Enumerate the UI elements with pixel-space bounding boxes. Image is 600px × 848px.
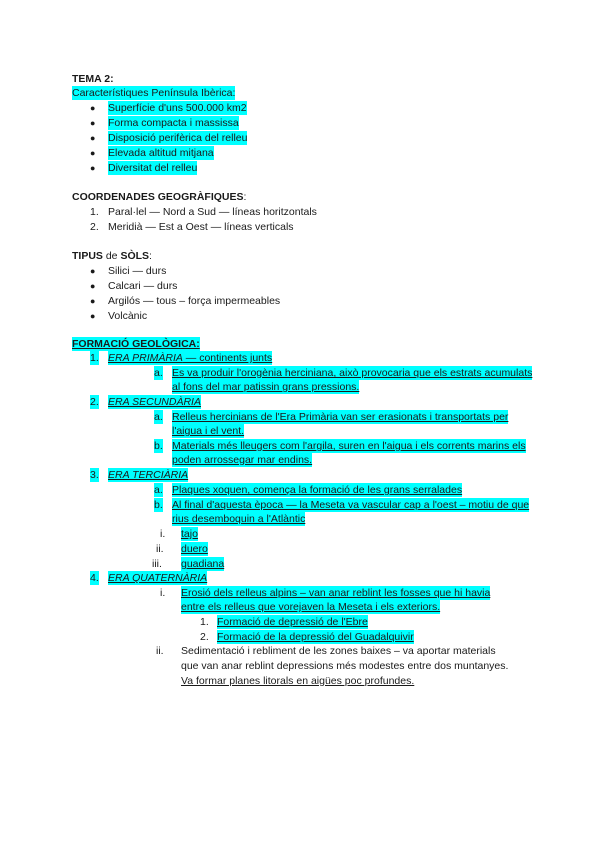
coord-colon: : bbox=[243, 191, 247, 203]
era2-name: ERA SECUNDÀRIA bbox=[108, 396, 201, 408]
era1-a-line2: al fons del mar patissin grans pressions. bbox=[172, 381, 360, 393]
formacio-title: FORMACIÓ GEOLÒGICA: bbox=[72, 338, 200, 350]
era3-a-marker: a. bbox=[154, 484, 163, 496]
depression-2: Formació de la depressió del Guadalquivir bbox=[217, 631, 414, 643]
bullet-icon: ● bbox=[90, 311, 96, 321]
era4-name: ERA QUATERNÀRIA bbox=[108, 572, 208, 584]
tipus-colon: : bbox=[149, 250, 152, 262]
tema-bullet-1: Superfície d'uns 500.000 km2 bbox=[108, 102, 247, 114]
tipus-mid: de bbox=[102, 250, 121, 262]
bullet-icon: ● bbox=[90, 103, 96, 113]
era2-a-line1: Relleus hercinians de l'Era Primària van ser erasionats i transportats per bbox=[172, 411, 509, 423]
tipus-bullet-3: Argilós — tous – força impermeables bbox=[108, 295, 281, 307]
bullet-icon: ● bbox=[90, 281, 96, 291]
bullet-icon: ● bbox=[90, 163, 96, 173]
tema-bullet-4: Elevada altitud mitjana bbox=[108, 147, 214, 159]
bullet-icon: ● bbox=[90, 133, 96, 143]
tipus-bold-1: TIPUS bbox=[72, 250, 103, 262]
tipus-bullet-1: Silici — durs bbox=[108, 265, 167, 277]
coord-item-1: Paral·lel — Nord a Sud — líneas horitzontals bbox=[108, 206, 317, 218]
river-marker-1: i. bbox=[160, 528, 166, 540]
tema-bullet-3: Disposició perifèrica del relleu bbox=[108, 132, 248, 144]
era4-ii-line2: que van anar reblint depressions més modestes entre dos muntanyes. bbox=[181, 660, 509, 672]
era4-ii-line1: Sedimentació i rebliment de les zones baixes – va aportar materials bbox=[181, 645, 496, 657]
era4-marker: 4. bbox=[90, 572, 99, 584]
era2-b-marker: b. bbox=[154, 440, 163, 452]
era4-ii-marker: ii. bbox=[156, 645, 164, 657]
era3-name: ERA TERCIÀRIA bbox=[108, 469, 189, 481]
era1-name: ERA PRIMÀRIA bbox=[108, 352, 183, 364]
era1-a-marker: a. bbox=[154, 367, 163, 379]
era2-a-marker: a. bbox=[154, 411, 163, 423]
tipus-bullet-2: Calcari — durs bbox=[108, 280, 178, 292]
bullet-icon: ● bbox=[90, 118, 96, 128]
tema-bullet-5: Diversitat del relleu bbox=[108, 162, 198, 174]
depression-marker-2: 2. bbox=[200, 631, 209, 643]
tipus-heading bbox=[72, 249, 152, 263]
river-marker-2: ii. bbox=[156, 543, 164, 555]
era3-a-line1: Plaques xoquen, comença la formació de les grans serralades bbox=[172, 484, 463, 496]
bullet-icon: ● bbox=[90, 148, 96, 158]
coord-heading bbox=[72, 190, 246, 204]
era2-b-line1: Materials més lleugers com l'argila, suren en l'aigua i els corrents marins els bbox=[172, 440, 526, 452]
era1-rest: — continents junts bbox=[182, 352, 273, 364]
tema-bullet-2: Forma compacta i massissa bbox=[108, 117, 239, 129]
era3-b-marker: b. bbox=[154, 499, 163, 511]
era3-b-line2: rius desemboquin a l'Atlàntic bbox=[172, 513, 306, 525]
depression-marker-1: 1. bbox=[200, 616, 209, 628]
tema-title: TEMA 2: bbox=[72, 73, 114, 85]
river-1: tajo bbox=[181, 528, 198, 540]
era1-marker: 1. bbox=[90, 352, 99, 364]
era2-b-line2: poden arrossegar mar endins. bbox=[172, 454, 313, 466]
era2-a-line2: l'aigua i el vent. bbox=[172, 425, 245, 437]
era3-b-line1: Al final d'aquesta època — la Meseta va vascular cap a l'oest – motiu de que bbox=[172, 499, 530, 511]
era3-marker: 3. bbox=[90, 469, 99, 481]
era4-i-line1: Erosió dels relleus alpins – van anar reblint les fosses que hi havia bbox=[181, 587, 491, 599]
era4-i-line2: entre els relleus que vorejaven la Meseta i els exteriors. bbox=[181, 601, 441, 613]
tipus-bold-2: SÒLS bbox=[120, 250, 150, 262]
tema-subtitle: Característiques Península Ibèrica: bbox=[72, 87, 236, 99]
coord-item-2: Meridià — Est a Oest — líneas verticals bbox=[108, 221, 294, 233]
river-marker-3: iii. bbox=[152, 558, 162, 570]
river-2: duero bbox=[181, 543, 208, 555]
coord-marker-1: 1. bbox=[90, 206, 99, 218]
river-3: guadiana bbox=[181, 558, 225, 570]
bullet-icon: ● bbox=[90, 266, 96, 276]
era1-a-line1: Es va produir l'orogènia herciniana, això provocaria que els estrats acumulats bbox=[172, 367, 533, 379]
era4-i-marker: i. bbox=[160, 587, 166, 599]
coord-marker-2: 2. bbox=[90, 221, 99, 233]
era4-ii-underlined: Va formar planes litorals en aigües poc profundes. bbox=[181, 675, 415, 687]
depression-1: Formació de depressió de l'Ebre bbox=[217, 616, 368, 628]
era1-heading bbox=[108, 351, 272, 365]
tipus-bullet-4: Volcànic bbox=[108, 310, 148, 322]
era2-marker: 2. bbox=[90, 396, 99, 408]
bullet-icon: ● bbox=[90, 296, 96, 306]
coord-title: COORDENADES GEOGRÀFIQUES bbox=[72, 191, 244, 203]
